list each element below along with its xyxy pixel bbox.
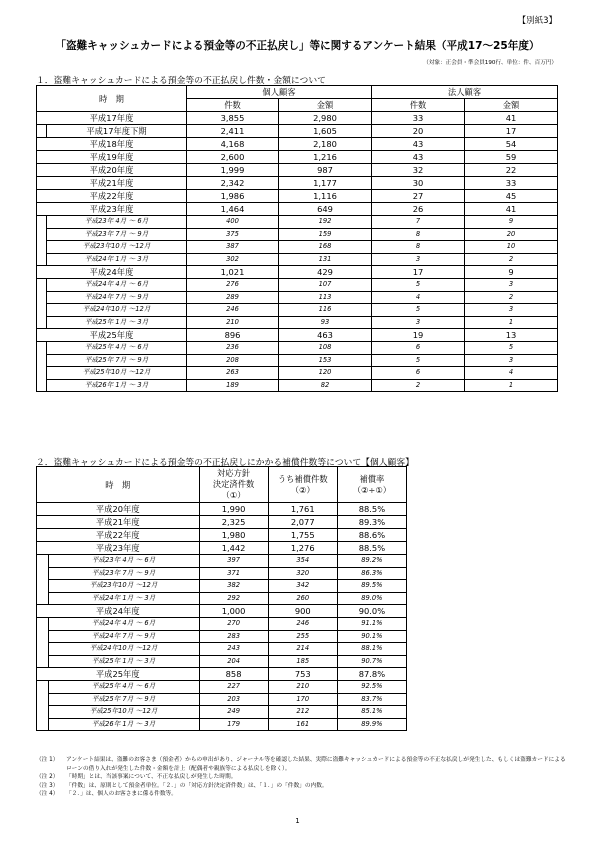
value-cell: 170 <box>268 693 337 706</box>
quarter-row <box>37 367 558 380</box>
value-cell: 400 <box>187 216 279 229</box>
value-cell: 210 <box>187 316 279 329</box>
decided-header-line1: 対応方針 <box>216 468 251 478</box>
indent-spacer <box>37 379 47 392</box>
indent-spacer <box>37 342 47 355</box>
corporate-count-header: 件数 <box>372 99 465 112</box>
footnote-key: （注 2） <box>36 774 59 781</box>
fiscal-year-row <box>37 164 558 177</box>
value-cell: 3,855 <box>187 112 279 125</box>
value-cell: 59 <box>465 151 558 164</box>
value-cell: 90.0% <box>337 605 406 618</box>
value-cell: 89.3% <box>337 516 406 529</box>
value-cell: 88.5% <box>337 542 406 555</box>
value-cell: 212 <box>268 706 337 719</box>
quarter-row <box>37 291 558 304</box>
value-cell: 4 <box>465 367 558 380</box>
survey-subject-note: （対象：正会員・準会員190行、単位：件、百万円） <box>423 60 557 66</box>
value-cell: 397 <box>199 555 268 568</box>
period-label: 平成19年度 <box>37 151 187 164</box>
indent-spacer <box>37 567 49 580</box>
value-cell: 43 <box>372 138 465 151</box>
fiscal-year-row <box>37 177 558 190</box>
value-cell: 387 <box>187 241 279 254</box>
fiscal-year-row <box>37 112 558 125</box>
value-cell: 243 <box>199 643 268 656</box>
quarter-row <box>37 241 558 254</box>
value-cell: 210 <box>268 681 337 694</box>
section1-heading: １．盗難キャッシュカードによる預金等の不正払戻し件数・金額について <box>36 76 326 86</box>
fiscal-year-row <box>37 138 558 151</box>
value-cell: 1,999 <box>187 164 279 177</box>
indent-spacer <box>37 354 47 367</box>
value-cell: 3 <box>465 279 558 292</box>
value-cell: 208 <box>187 354 279 367</box>
value-cell: 382 <box>199 580 268 593</box>
period-header: 時 期 <box>37 86 187 112</box>
value-cell: 2,411 <box>187 125 279 138</box>
quarter-row <box>37 379 558 392</box>
value-cell: 10 <box>465 241 558 254</box>
value-cell: 6 <box>372 342 465 355</box>
value-cell: 227 <box>199 681 268 694</box>
value-cell: 203 <box>199 693 268 706</box>
indent-spacer <box>37 241 47 254</box>
period-label: 平成25年 1月 ～ 3月 <box>47 316 187 329</box>
value-cell: 93 <box>279 316 372 329</box>
annex-label: 【別紙3】 <box>517 16 557 26</box>
indent-spacer <box>37 580 49 593</box>
value-cell: 90.1% <box>337 630 406 643</box>
value-cell: 107 <box>279 279 372 292</box>
period-label: 平成24年 4月 ～ 6月 <box>47 279 187 292</box>
value-cell: 20 <box>465 228 558 241</box>
value-cell: 17 <box>372 266 465 279</box>
value-cell: 54 <box>465 138 558 151</box>
value-cell: 168 <box>279 241 372 254</box>
value-cell: 45 <box>465 190 558 203</box>
fiscal-year-row <box>37 668 407 681</box>
value-cell: 86.3% <box>337 567 406 580</box>
value-cell: 255 <box>268 630 337 643</box>
value-cell: 33 <box>465 177 558 190</box>
value-cell: 153 <box>279 354 372 367</box>
value-cell: 204 <box>199 655 268 668</box>
quarter-row <box>37 580 407 593</box>
value-cell: 131 <box>279 253 372 266</box>
indent-spacer <box>37 216 47 229</box>
value-cell: 30 <box>372 177 465 190</box>
indent-spacer <box>37 643 49 656</box>
footnote-text: アンケート結果は、盗難のお客さま（預金者）からの申出があり、ジャーナル等を確認した結果、実際に盗難キャッシュカードによる預金等の不正な払戻しが発生した、もしくは盗難カードによるローンの借り入れが発生した件数・金額を計上（配偶者や親族等による払戻しを除く）。 <box>66 757 566 772</box>
indent-spacer <box>37 253 47 266</box>
period-label: 平成24年 4月 ～ 6月 <box>48 618 199 631</box>
value-cell: 375 <box>187 228 279 241</box>
period-label: 平成23年 4月 ～ 6月 <box>47 216 187 229</box>
value-cell: 1,761 <box>268 503 337 516</box>
value-cell: 185 <box>268 655 337 668</box>
value-cell: 1,605 <box>279 125 372 138</box>
indent-spacer <box>37 706 49 719</box>
value-cell: 43 <box>372 151 465 164</box>
individual-header: 個人顧客 <box>187 86 372 99</box>
fiscal-year-row <box>37 503 407 516</box>
indent-spacer <box>37 655 49 668</box>
value-cell: 88.6% <box>337 529 406 542</box>
decided-header-line2: 決定済件数 <box>212 479 255 489</box>
fiscal-year-row <box>37 329 558 342</box>
fiscal-year-row <box>37 529 407 542</box>
quarter-row <box>37 655 407 668</box>
quarter-row <box>37 681 407 694</box>
quarter-row <box>37 253 558 266</box>
value-cell: 116 <box>279 304 372 317</box>
value-cell: 1,990 <box>199 503 268 516</box>
value-cell: 2,077 <box>268 516 337 529</box>
quarter-row <box>37 718 407 731</box>
value-cell: 17 <box>465 125 558 138</box>
value-cell: 108 <box>279 342 372 355</box>
period-label: 平成23年10月 ～12月 <box>48 580 199 593</box>
value-cell: 276 <box>187 279 279 292</box>
individual-count-header: 件数 <box>187 99 279 112</box>
value-cell: 189 <box>187 379 279 392</box>
value-cell: 283 <box>199 630 268 643</box>
period-label: 平成23年 7月 ～ 9月 <box>47 228 187 241</box>
corporate-header: 法人顧客 <box>372 86 558 99</box>
value-cell: 41 <box>465 203 558 216</box>
period-label: 平成18年度 <box>37 138 187 151</box>
value-cell: 5 <box>372 354 465 367</box>
period-label: 平成23年度 <box>37 542 200 555</box>
value-cell: 41 <box>465 112 558 125</box>
period-label: 平成25年 7月 ～ 9月 <box>48 693 199 706</box>
value-cell: 858 <box>199 668 268 681</box>
indent-spacer <box>37 618 49 631</box>
value-cell: 89.2% <box>337 555 406 568</box>
value-cell: 1,000 <box>199 605 268 618</box>
value-cell: 371 <box>199 567 268 580</box>
period-label: 平成17年度 <box>37 112 187 125</box>
rate-header-line2: （②÷①） <box>352 484 392 495</box>
value-cell: 987 <box>279 164 372 177</box>
period-label: 平成22年度 <box>37 190 187 203</box>
period-label: 平成25年 4月 ～ 6月 <box>48 681 199 694</box>
value-cell: 302 <box>187 253 279 266</box>
value-cell: 2,980 <box>279 112 372 125</box>
period-label: 平成23年度 <box>37 203 187 216</box>
rate-header-line1: 補償率 <box>359 473 385 484</box>
value-cell: 92.5% <box>337 681 406 694</box>
period-label: 平成20年度 <box>37 164 187 177</box>
value-cell: 89.0% <box>337 592 406 605</box>
quarter-row <box>37 693 407 706</box>
indent-spacer <box>37 718 49 731</box>
fiscal-year-row <box>37 125 558 138</box>
footnote <box>36 773 566 782</box>
value-cell: 649 <box>279 203 372 216</box>
value-cell: 753 <box>268 668 337 681</box>
period-label: 平成17年度下期 <box>47 125 187 138</box>
value-cell: 9 <box>465 266 558 279</box>
fiscal-year-row <box>37 151 558 164</box>
decided-count-header <box>199 467 268 503</box>
indent-spacer <box>37 279 47 292</box>
value-cell: 4 <box>372 291 465 304</box>
footnote-key: （注 3） <box>36 782 59 789</box>
period-label: 平成24年度 <box>37 266 187 279</box>
quarter-row <box>37 567 407 580</box>
quarter-row <box>37 316 558 329</box>
value-cell: 246 <box>268 618 337 631</box>
period-label: 平成25年 4月 ～ 6月 <box>47 342 187 355</box>
comp-header-line1: うち補償件数 <box>277 473 328 484</box>
footnote <box>36 790 566 799</box>
value-cell: 1,216 <box>279 151 372 164</box>
value-cell: 33 <box>372 112 465 125</box>
value-cell: 159 <box>279 228 372 241</box>
value-cell: 9 <box>465 216 558 229</box>
value-cell: 120 <box>279 367 372 380</box>
value-cell: 3 <box>465 304 558 317</box>
footnote <box>36 756 566 773</box>
indent-spacer <box>37 555 49 568</box>
value-cell: 342 <box>268 580 337 593</box>
footnote-text: 「時期」とは、当該事案について、不正な払戻しが発生した時期。 <box>66 774 237 781</box>
value-cell: 179 <box>199 718 268 731</box>
comp-header-line2: （②） <box>290 484 315 495</box>
value-cell: 90.7% <box>337 655 406 668</box>
value-cell: 32 <box>372 164 465 177</box>
fiscal-year-row <box>37 542 407 555</box>
period-label: 平成24年度 <box>37 605 200 618</box>
value-cell: 1,276 <box>268 542 337 555</box>
value-cell: 263 <box>187 367 279 380</box>
period-label: 平成22年度 <box>37 529 200 542</box>
quarter-row <box>37 354 558 367</box>
value-cell: 26 <box>372 203 465 216</box>
value-cell: 289 <box>187 291 279 304</box>
value-cell: 2 <box>465 253 558 266</box>
quarter-row <box>37 643 407 656</box>
value-cell: 270 <box>199 618 268 631</box>
fiscal-year-row <box>37 605 407 618</box>
value-cell: 900 <box>268 605 337 618</box>
value-cell: 214 <box>268 643 337 656</box>
indent-spacer <box>37 693 49 706</box>
period-label: 平成26年 1月 ～ 3月 <box>47 379 187 392</box>
value-cell: 292 <box>199 592 268 605</box>
value-cell: 246 <box>187 304 279 317</box>
fiscal-year-row <box>37 266 558 279</box>
period-label: 平成26年 1月 ～ 3月 <box>48 718 199 731</box>
indent-spacer <box>37 291 47 304</box>
value-cell: 3 <box>372 316 465 329</box>
value-cell: 4,168 <box>187 138 279 151</box>
value-cell: 83.7% <box>337 693 406 706</box>
period-label: 平成25年 7月 ～ 9月 <box>47 354 187 367</box>
period-header: 時 期 <box>37 467 200 503</box>
value-cell: 354 <box>268 555 337 568</box>
footnote-text: 「２．」は、個人のお客さまに係る件数等。 <box>66 791 177 798</box>
period-label: 平成23年10月 ～12月 <box>47 241 187 254</box>
period-label: 平成21年度 <box>37 516 200 529</box>
decided-header-line3: （①） <box>221 490 246 500</box>
value-cell: 13 <box>465 329 558 342</box>
quarter-row <box>37 555 407 568</box>
indent-spacer <box>37 630 49 643</box>
quarter-row <box>37 630 407 643</box>
value-cell: 249 <box>199 706 268 719</box>
quarter-row <box>37 216 558 229</box>
compensated-count-header <box>268 467 337 503</box>
fraud-table <box>36 85 558 392</box>
period-label: 平成24年 1月 ～ 3月 <box>48 592 199 605</box>
value-cell: 1,021 <box>187 266 279 279</box>
period-label: 平成25年10月 ～12月 <box>48 706 199 719</box>
footnotes <box>36 756 566 799</box>
indent-spacer <box>37 316 47 329</box>
value-cell: 1,116 <box>279 190 372 203</box>
indent-spacer <box>37 367 47 380</box>
value-cell: 1,980 <box>199 529 268 542</box>
value-cell: 2 <box>465 291 558 304</box>
value-cell: 161 <box>268 718 337 731</box>
value-cell: 1,442 <box>199 542 268 555</box>
period-label: 平成23年 4月 ～ 6月 <box>48 555 199 568</box>
value-cell: 320 <box>268 567 337 580</box>
period-label: 平成20年度 <box>37 503 200 516</box>
footnote <box>36 782 566 791</box>
value-cell: 88.1% <box>337 643 406 656</box>
value-cell: 1,986 <box>187 190 279 203</box>
value-cell: 1 <box>465 379 558 392</box>
corporate-amount-header: 金額 <box>465 99 558 112</box>
fiscal-year-row <box>37 190 558 203</box>
value-cell: 20 <box>372 125 465 138</box>
indent-spacer <box>37 592 49 605</box>
section2-heading: ２．盗難キャッシュカードによる預金等の不正払戻しにかかる補償件数等について【個人顧客】 <box>36 458 414 468</box>
fiscal-year-row <box>37 516 407 529</box>
value-cell: 89.9% <box>337 718 406 731</box>
indent-spacer <box>37 228 47 241</box>
indent-spacer <box>37 681 49 694</box>
quarter-row <box>37 706 407 719</box>
page-title: 「盗難キャッシュカードによる預金等の不正払戻し」等に関するアンケート結果（平成17～25年度） <box>55 40 540 52</box>
quarter-row <box>37 618 407 631</box>
value-cell: 5 <box>372 279 465 292</box>
value-cell: 2,325 <box>199 516 268 529</box>
value-cell: 85.1% <box>337 706 406 719</box>
value-cell: 2,600 <box>187 151 279 164</box>
period-label: 平成25年度 <box>37 668 200 681</box>
value-cell: 896 <box>187 329 279 342</box>
period-label: 平成24年 7月 ～ 9月 <box>48 630 199 643</box>
period-label: 平成25年 1月 ～ 3月 <box>48 655 199 668</box>
value-cell: 7 <box>372 216 465 229</box>
value-cell: 8 <box>372 228 465 241</box>
quarter-row <box>37 228 558 241</box>
value-cell: 192 <box>279 216 372 229</box>
period-label: 平成25年10月 ～12月 <box>47 367 187 380</box>
period-label: 平成24年10月 ～12月 <box>47 304 187 317</box>
quarter-row <box>37 279 558 292</box>
value-cell: 3 <box>372 253 465 266</box>
indent-spacer <box>37 304 47 317</box>
value-cell: 8 <box>372 241 465 254</box>
value-cell: 2 <box>372 379 465 392</box>
fiscal-year-row <box>37 203 558 216</box>
value-cell: 1,755 <box>268 529 337 542</box>
value-cell: 1,177 <box>279 177 372 190</box>
value-cell: 87.8% <box>337 668 406 681</box>
value-cell: 6 <box>372 367 465 380</box>
value-cell: 22 <box>465 164 558 177</box>
value-cell: 236 <box>187 342 279 355</box>
indent-spacer <box>37 125 47 138</box>
value-cell: 113 <box>279 291 372 304</box>
value-cell: 429 <box>279 266 372 279</box>
quarter-row <box>37 592 407 605</box>
value-cell: 91.1% <box>337 618 406 631</box>
value-cell: 5 <box>372 304 465 317</box>
individual-amount-header: 金額 <box>279 99 372 112</box>
period-label: 平成24年 1月 ～ 3月 <box>47 253 187 266</box>
footnote-key: （注 1） <box>36 757 59 763</box>
value-cell: 3 <box>465 354 558 367</box>
period-label: 平成21年度 <box>37 177 187 190</box>
value-cell: 463 <box>279 329 372 342</box>
quarter-row <box>37 304 558 317</box>
value-cell: 89.5% <box>337 580 406 593</box>
value-cell: 2,180 <box>279 138 372 151</box>
value-cell: 27 <box>372 190 465 203</box>
period-label: 平成25年度 <box>37 329 187 342</box>
period-label: 平成24年10月 ～12月 <box>48 643 199 656</box>
period-label: 平成23年 7月 ～ 9月 <box>48 567 199 580</box>
footnote-key: （注 4） <box>36 791 59 798</box>
compensation-table <box>36 466 407 731</box>
value-cell: 1 <box>465 316 558 329</box>
page-number: 1 <box>295 817 300 825</box>
value-cell: 88.5% <box>337 503 406 516</box>
value-cell: 5 <box>465 342 558 355</box>
value-cell: 82 <box>279 379 372 392</box>
period-label: 平成24年 7月 ～ 9月 <box>47 291 187 304</box>
value-cell: 260 <box>268 592 337 605</box>
value-cell: 1,464 <box>187 203 279 216</box>
value-cell: 19 <box>372 329 465 342</box>
footnote-text: 「件数」は、原則として預金者単位。「２．」の「対応方針決定済件数」は、「１．」の「件数」の内数。 <box>66 782 328 789</box>
value-cell: 2,342 <box>187 177 279 190</box>
compensation-rate-header <box>337 467 406 503</box>
quarter-row <box>37 342 558 355</box>
